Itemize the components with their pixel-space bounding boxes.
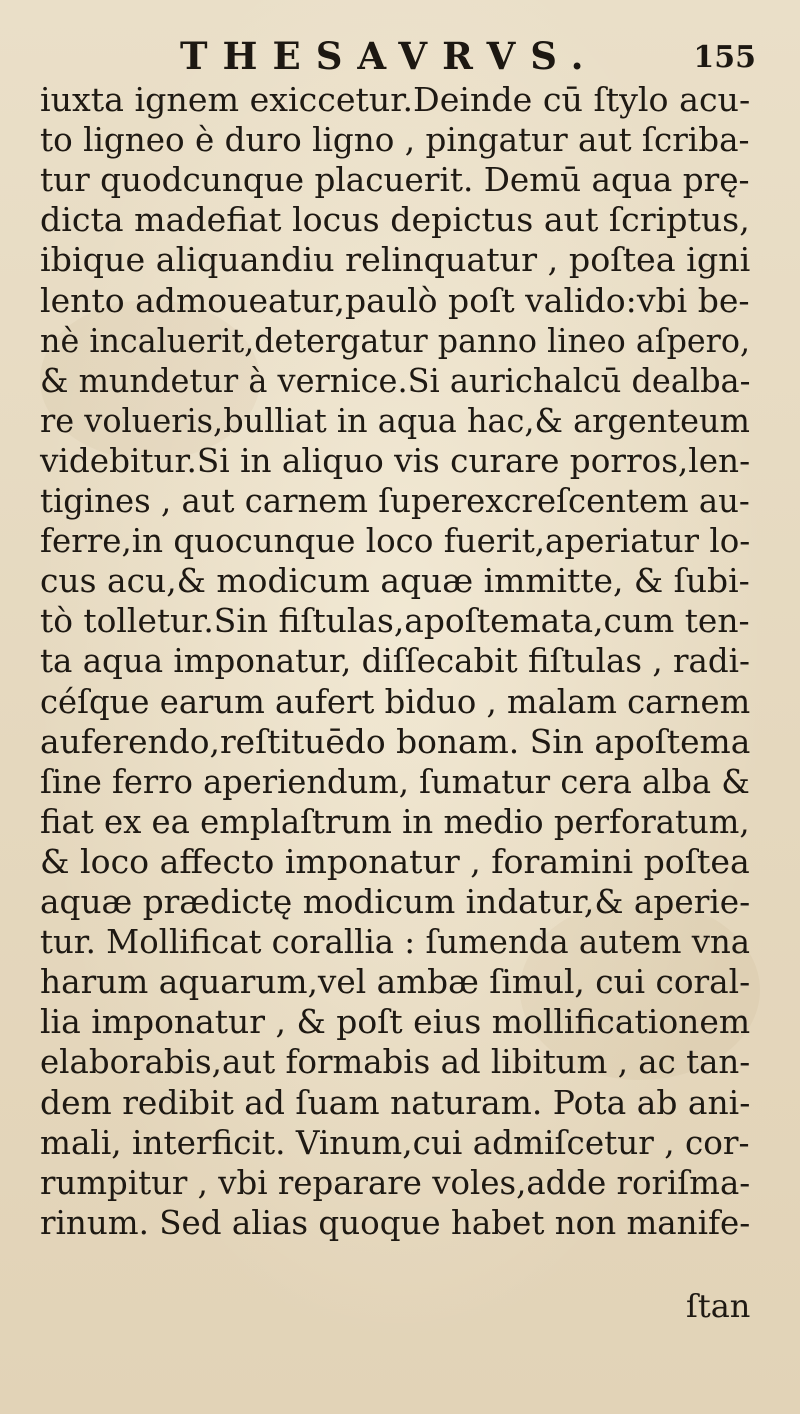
text-line: dem redibit ad ſuam naturam. Pota ab ani- xyxy=(40,1082,751,1122)
text-line: tò tolletur.Sin fiſtulas,apoſtemata,cum ten- xyxy=(40,601,750,641)
text-line: ta aqua imponatur, diſſecabit fiſtulas , radi- xyxy=(40,641,750,681)
text-line: rinum. Sed alias quoque habet non manife- xyxy=(40,1202,751,1242)
text-line: iuxta ignem exiccetur.Deinde cū ſtylo acu- xyxy=(40,80,751,119)
text-line: cus acu,& modicum aquæ immitte, & ſubi- xyxy=(40,561,750,601)
text-line: to ligneo è duro ligno , pingatur aut ſcriba- xyxy=(40,120,750,160)
text-line: céſque earum aufert biduo , malam carnem xyxy=(40,681,751,721)
text-line: fiat ex ea emplaſtrum in medio perforatum, xyxy=(40,801,750,841)
text-line: tigines , aut carnem ſuperexcreſcentem au- xyxy=(40,481,750,520)
text-line: tur. Mollificat corallia : ſumenda autem vna xyxy=(40,922,751,962)
text-line: elaborabis,aut formabis ad libitum , ac tan- xyxy=(40,1042,751,1082)
text-line: & mundetur à vernice.Si aurichalcū dealba- xyxy=(40,360,751,400)
page-number: 155 xyxy=(693,40,756,75)
text-line: mali, interficit. Vinum,cui admiſcetur , cor- xyxy=(40,1122,750,1162)
catchword: ſtan xyxy=(686,1287,751,1325)
text-line: videbitur.Si in aliquo vis curare porros,len- xyxy=(40,440,751,480)
text-line: tur quodcunque placuerit. Demū aqua prę- xyxy=(40,160,750,200)
text-line: ferre,in quocunque loco fuerit,aperiatur lo- xyxy=(40,521,751,561)
running-head: THESAVRVS. xyxy=(180,34,599,78)
text-line: lento admoueatur,paulò poſt valido:vbi be- xyxy=(40,280,750,320)
text-line: rumpitur , vbi reparare voles,adde roriſma- xyxy=(40,1162,751,1202)
text-line: harum aquarum,vel ambæ ſimul, cui coral- xyxy=(40,962,751,1002)
text-line: lia imponatur , & poſt eius mollificationem xyxy=(40,1002,751,1042)
text-line: auferendo,reſtituēdo bonam. Sin apoſtema xyxy=(40,721,751,761)
text-line: aquæ prædictę modicum indatur,& aperie- xyxy=(40,882,751,921)
text-line: ibique aliquandiu relinquatur , poſtea igni xyxy=(40,240,751,280)
text-line: re volueris,bulliat in aqua hac,& argenteum xyxy=(40,400,750,440)
text-line: nè incaluerit,detergatur panno lineo aſpero, xyxy=(40,320,751,360)
text-line: ſine ferro aperiendum, ſumatur cera alba & xyxy=(40,761,750,801)
text-line: & loco affecto imponatur , foramini poſtea xyxy=(40,841,750,881)
text-line: dicta madefiat locus depictus aut ſcriptus, xyxy=(40,200,750,240)
